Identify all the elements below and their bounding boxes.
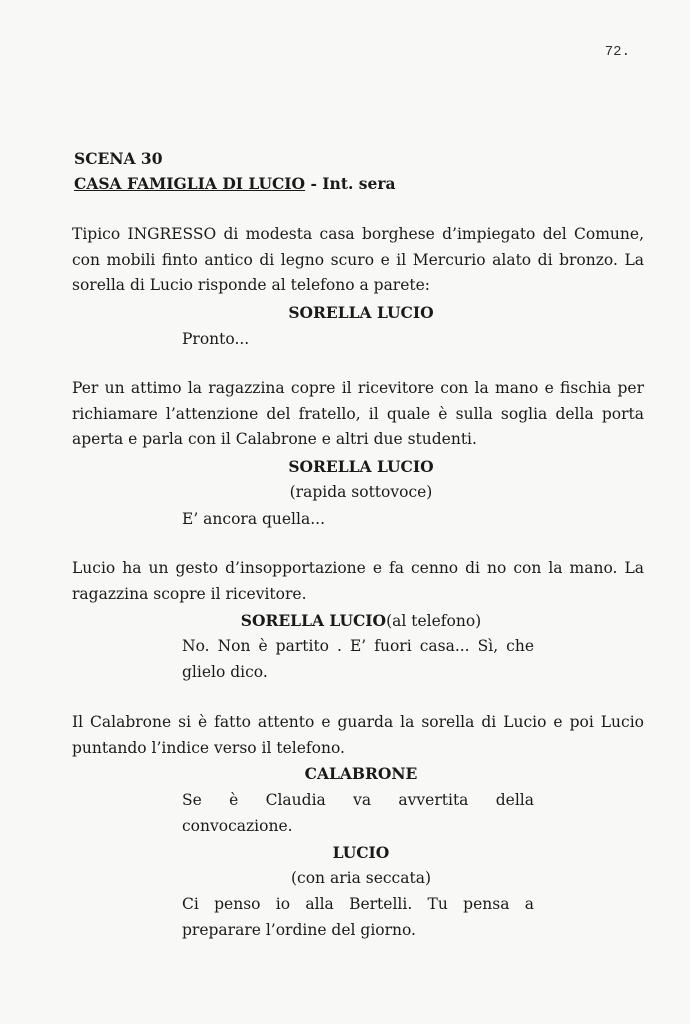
dialogue-2: E’ ancora quella...: [182, 510, 325, 528]
character-name-1: SORELLA LUCIO: [288, 303, 434, 322]
scene-heading: [74, 146, 396, 196]
scene-number: SCENA 30: [74, 149, 163, 168]
dialogue-3: No. Non è partito . E’ fuori casa... Sì, che glielo dico.: [182, 637, 534, 681]
character-name-4: CALABRONE: [304, 764, 418, 783]
character-name-3-text: SORELLA LUCIO: [240, 611, 387, 630]
scene-time: - Int. sera: [310, 174, 396, 193]
action-paragraph-3: Lucio ha un gesto d’insopportazione e fa cenno di no con la mano. La ragazzina scopre il ricevitore.: [72, 559, 644, 603]
action-paragraph-2: Per un attimo la ragazzina copre il ricevitore con la mano e fischia per richiamare l’attenzione del fratello, il quale è sulla soglia della porta aperta e parla con il Calabrone e altri due studenti.: [72, 379, 644, 448]
dialogue-4: Se è Claudia va avvertita della convocazione.: [182, 791, 534, 835]
parenthetical-5: (con aria seccata): [291, 869, 431, 887]
character-name-2: SORELLA LUCIO: [288, 457, 434, 476]
scene-location: CASA FAMIGLIA DI LUCIO: [74, 174, 306, 193]
character-name-3: [0, 608, 690, 634]
dialogue-1: Pronto...: [182, 330, 250, 348]
action-paragraph-4: Il Calabrone si è fatto attento e guarda la sorella di Lucio e poi Lucio puntando l’indice verso il telefono.: [72, 713, 644, 757]
action-paragraph-1: Tipico INGRESSO di modesta casa borghese d’impiegato del Comune, con mobili finto antico di legno scuro e il Mercurio alato di bronzo. La sorella di Lucio risponde al telefono a parete:: [72, 225, 644, 294]
parenthetical-2: (rapida sottovoce): [289, 483, 433, 501]
character-name-5: LUCIO: [332, 843, 390, 862]
page-number: 72.: [604, 44, 630, 60]
scene-slugline: [74, 171, 396, 196]
parenthetical-3: (al telefono): [386, 612, 482, 630]
dialogue-5: Ci penso io alla Bertelli. Tu pensa a preparare l’ordine del giorno.: [182, 895, 534, 939]
